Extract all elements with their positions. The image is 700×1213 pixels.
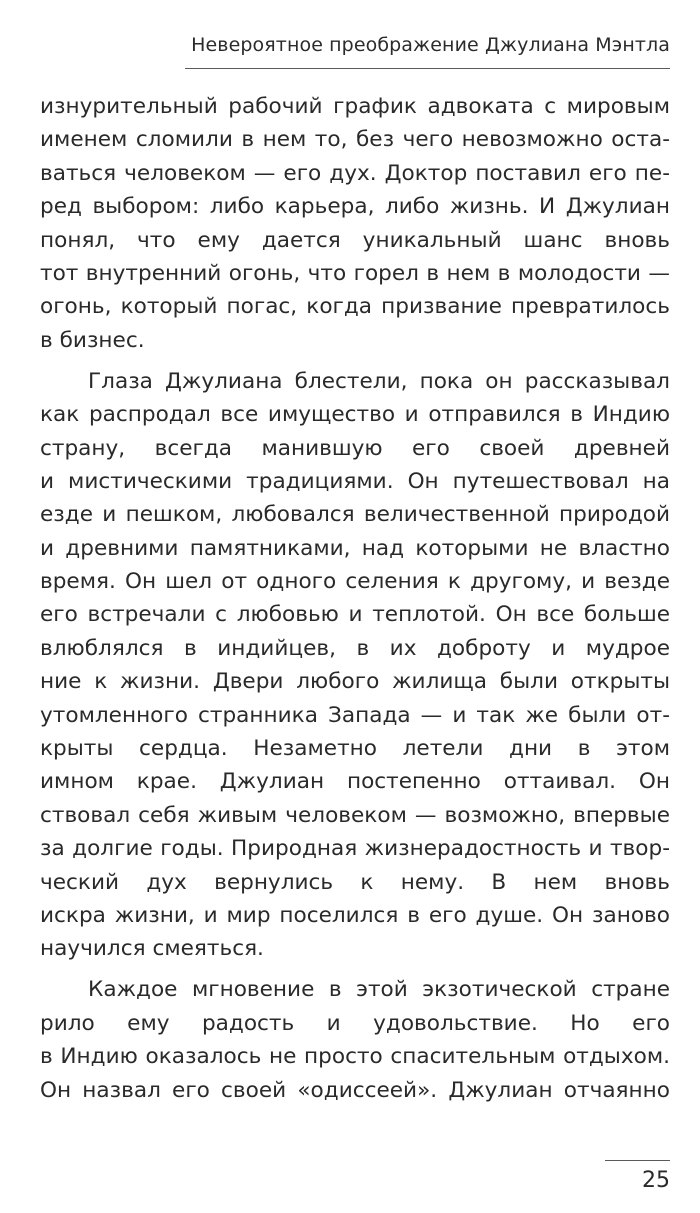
text-line: и мистическими традициями. Он путешествовал на (40, 468, 670, 494)
text-line: время. Он шел от одного селения к другому, и везде (40, 569, 670, 595)
running-header-title: Невероятное преображение Джулиана Мэнтла (191, 34, 670, 56)
body-text (40, 90, 670, 1115)
text-line: езде и пешком, любовался величественной природой (40, 502, 670, 528)
header-rule (185, 68, 670, 69)
text-line: в Индию оказалось не просто спасительным отдыхом. (40, 1044, 670, 1070)
text-line: имном крае. Джулиан постепенно оттаивал. Он (40, 769, 670, 795)
page-number: 25 (642, 1168, 670, 1193)
text-line: ред выбором: либо карьера, либо жизнь. И Джулиан (40, 194, 670, 220)
footer-rule (605, 1160, 670, 1161)
text-line: научился смеяться. (40, 936, 264, 962)
text-line: понял, что ему дается уникальный шанс вновь (40, 227, 670, 253)
text-line: ствовал себя живым человеком — возможно, впервые (40, 802, 670, 828)
text-line: и древними памятниками, над которыми не властно (40, 535, 670, 561)
text-line: за долгие годы. Природная жизнерадостность и твор- (40, 836, 670, 862)
text-line: в бизнес. (40, 327, 145, 353)
text-line: утомленного странника Запада — и так же были от- (40, 702, 670, 728)
text-line: Глаза Джулиана блестели, пока он рассказывал (88, 368, 670, 394)
text-line: Он назвал его своей «одиссеей». Джулиан отчаянно (40, 1077, 670, 1103)
text-line: именем сломили в нем то, без чего невозможно оста- (40, 127, 670, 153)
text-line: изнурительный рабочий график адвоката с мировым (40, 94, 670, 119)
paragraph-2 (40, 365, 670, 966)
text-line: огонь, который погас, когда призвание превратилось (40, 294, 670, 320)
text-line: тот внутренний огонь, что горел в нем в молодости — (40, 260, 670, 286)
text-line: крыты сердца. Незаметно летели дни в этом (40, 736, 670, 762)
text-line: ческий дух вернулись к нему. В нем вновь (40, 869, 670, 895)
text-line: ваться человеком — его дух. Доктор поставил его пе- (40, 160, 670, 186)
text-line: рило ему радость и удовольствие. Но его (40, 1010, 670, 1036)
text-line: Каждое мгновение в этой экзотической стране (88, 977, 670, 1003)
text-line: влюблялся в индийцев, в их доброту и мудрое (40, 635, 670, 661)
paragraph-3 (40, 973, 670, 1107)
text-line: как распродал все имущество и отправился в Индию (40, 402, 670, 428)
text-line: ние к жизни. Двери любого жилища были открыты (40, 669, 670, 695)
paragraph-1 (40, 90, 670, 357)
text-line: искра жизни, и мир поселился в его душе. Он заново (40, 902, 670, 928)
text-line: его встречали с любовью и теплотой. Он все больше (40, 602, 670, 628)
text-line: страну, всегда манившую его своей древней (40, 435, 670, 461)
